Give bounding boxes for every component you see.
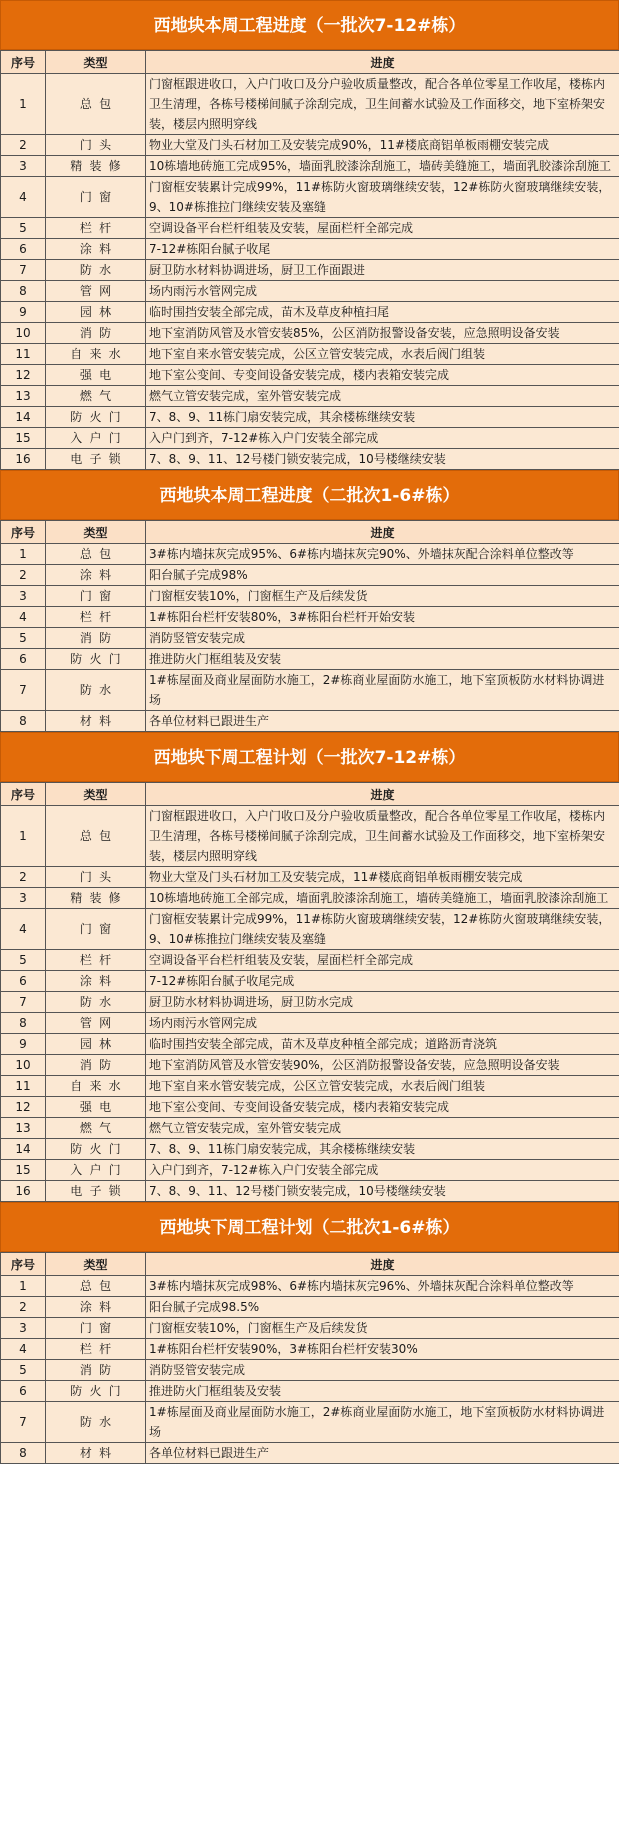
row-number: 10 [1,1055,46,1076]
row-number: 6 [1,239,46,260]
row-progress: 7-12#栋阳台腻子收尾 [146,239,619,260]
row-progress: 地下室消防风管及水管安装85%，公区消防报警设备安装，应急照明设备安装 [146,323,619,344]
row-type: 门头 [46,867,146,888]
row-type: 电子锁 [46,1181,146,1202]
header-cell-progress: 进度 [146,521,619,544]
report-section [0,470,619,732]
table-row [1,950,619,971]
row-progress: 1#栋屋面及商业屋面防水施工，2#栋商业屋面防水施工，地下室顶板防水材料协调进场 [146,670,619,711]
section-title: 西地块本周工程进度（一批次7-12#栋） [0,0,619,50]
table-header-row [1,521,619,544]
row-type: 园林 [46,302,146,323]
row-number: 3 [1,586,46,607]
row-number: 15 [1,1160,46,1181]
row-type: 涂料 [46,565,146,586]
row-type: 栏杆 [46,950,146,971]
header-cell-no: 序号 [1,51,46,74]
row-progress: 门窗框跟进收口，入户门收口及分户验收质量整改，配合各单位零星工作收尾，楼栋内卫生清理，各栋号楼梯间腻子涂刮完成，卫生间蓄水试验及工作面移交，地下室桥架安装，楼层内照明穿线 [146,806,619,867]
table-row [1,1097,619,1118]
row-progress: 门窗框跟进收口，入户门收口及分户验收质量整改，配合各单位零星工作收尾，楼栋内卫生清理，各栋号楼梯间腻子涂刮完成，卫生间蓄水试验及工作面移交，地下室桥架安装，楼层内照明穿线 [146,74,619,135]
row-type: 防火门 [46,407,146,428]
table-row [1,565,619,586]
header-cell-progress: 进度 [146,1253,619,1276]
row-progress: 推进防火门框组装及安装 [146,1381,619,1402]
table-row [1,1402,619,1443]
row-number: 3 [1,1318,46,1339]
table-row [1,1076,619,1097]
table-row [1,711,619,732]
row-type: 燃气 [46,386,146,407]
header-cell-progress: 进度 [146,783,619,806]
row-type: 燃气 [46,1118,146,1139]
table-row [1,239,619,260]
table-row [1,135,619,156]
row-progress: 阳台腻子完成98.5% [146,1297,619,1318]
row-number: 6 [1,971,46,992]
table-row [1,1381,619,1402]
row-number: 11 [1,344,46,365]
row-type: 消防 [46,323,146,344]
row-type: 涂料 [46,1297,146,1318]
row-number: 4 [1,1339,46,1360]
row-number: 1 [1,544,46,565]
table-row [1,544,619,565]
table-row [1,888,619,909]
row-number: 2 [1,135,46,156]
row-progress: 消防竖管安装完成 [146,1360,619,1381]
row-progress: 入户门到齐，7-12#栋入户门安装全部完成 [146,1160,619,1181]
row-progress: 空调设备平台栏杆组装及安装，屋面栏杆全部完成 [146,950,619,971]
row-number: 7 [1,260,46,281]
table-row [1,218,619,239]
table-row [1,365,619,386]
progress-table [0,520,619,732]
row-type: 入户门 [46,1160,146,1181]
row-progress: 入户门到齐，7-12#栋入户门安装全部完成 [146,428,619,449]
table-row [1,607,619,628]
row-type: 入户门 [46,428,146,449]
table-row [1,386,619,407]
row-number: 15 [1,428,46,449]
row-type: 管网 [46,1013,146,1034]
row-type: 栏杆 [46,218,146,239]
row-progress: 门窗框安装10%，门窗框生产及后续发货 [146,1318,619,1339]
row-type: 门头 [46,135,146,156]
row-number: 8 [1,281,46,302]
row-number: 14 [1,1139,46,1160]
row-type: 防火门 [46,1139,146,1160]
table-row [1,1276,619,1297]
table-row [1,909,619,950]
row-progress: 10栋墙地砖施工全部完成，墙面乳胶漆涂刮施工，墙砖美缝施工，墙面乳胶漆涂刮施工 [146,888,619,909]
header-cell-no: 序号 [1,783,46,806]
row-type: 涂料 [46,971,146,992]
row-number: 13 [1,386,46,407]
row-type: 门窗 [46,1318,146,1339]
row-progress: 地下室消防风管及水管安装90%，公区消防报警设备安装，应急照明设备安装 [146,1055,619,1076]
report-section [0,732,619,1202]
row-progress: 1#栋阳台栏杆安装90%，3#栋阳台栏杆安装30% [146,1339,619,1360]
row-number: 1 [1,806,46,867]
row-number: 9 [1,1034,46,1055]
header-cell-no: 序号 [1,521,46,544]
row-number: 6 [1,649,46,670]
table-row [1,156,619,177]
row-number: 6 [1,1381,46,1402]
row-progress: 7、8、9、11栋门扇安装完成，其余楼栋继续安装 [146,407,619,428]
row-number: 13 [1,1118,46,1139]
row-number: 16 [1,449,46,470]
table-row [1,586,619,607]
row-type: 防水 [46,670,146,711]
table-row [1,344,619,365]
row-number: 14 [1,407,46,428]
row-number: 16 [1,1181,46,1202]
row-progress: 3#栋内墙抹灰完成98%、6#栋内墙抹灰完96%、外墙抹灰配合涂料单位整改等 [146,1276,619,1297]
table-row [1,628,619,649]
table-row [1,428,619,449]
table-row [1,1055,619,1076]
table-header-row [1,51,619,74]
table-header-row [1,1253,619,1276]
row-progress: 门窗框安装10%，门窗框生产及后续发货 [146,586,619,607]
table-row [1,281,619,302]
row-progress: 7、8、9、11、12号楼门锁安装完成，10号楼继续安装 [146,449,619,470]
row-type: 精装修 [46,156,146,177]
row-progress: 地下室公变间、专变间设备安装完成，楼内表箱安装完成 [146,365,619,386]
row-type: 防水 [46,1402,146,1443]
row-number: 2 [1,867,46,888]
table-row [1,302,619,323]
table-row [1,670,619,711]
row-type: 材料 [46,711,146,732]
row-progress: 各单位材料已跟进生产 [146,1443,619,1464]
table-row [1,1318,619,1339]
table-row [1,407,619,428]
row-number: 5 [1,628,46,649]
row-type: 总包 [46,1276,146,1297]
section-title: 西地块下周工程计划（一批次7-12#栋） [0,732,619,782]
row-number: 1 [1,74,46,135]
table-row [1,1339,619,1360]
row-type: 园林 [46,1034,146,1055]
row-number: 8 [1,1013,46,1034]
row-type: 材料 [46,1443,146,1464]
section-title: 西地块本周工程进度（二批次1-6#栋） [0,470,619,520]
row-type: 电子锁 [46,449,146,470]
row-number: 5 [1,1360,46,1381]
row-progress: 地下室自来水管安装完成，公区立管安装完成，水表后阀门组装 [146,344,619,365]
table-row [1,177,619,218]
table-row [1,1034,619,1055]
row-type: 防火门 [46,649,146,670]
row-number: 2 [1,565,46,586]
row-progress: 场内雨污水管网完成 [146,281,619,302]
row-progress: 7-12#栋阳台腻子收尾完成 [146,971,619,992]
row-number: 4 [1,177,46,218]
row-progress: 7、8、9、11栋门扇安装完成，其余楼栋继续安装 [146,1139,619,1160]
row-progress: 门窗框安装累计完成99%，11#栋防火窗玻璃继续安装，12#栋防火窗玻璃继续安装，9、10#栋推拉门继续安装及塞缝 [146,909,619,950]
row-progress: 临时围挡安装全部完成，苗木及草皮种植全部完成；道路沥青浇筑 [146,1034,619,1055]
row-number: 8 [1,1443,46,1464]
row-type: 门窗 [46,909,146,950]
report-section [0,1202,619,1464]
row-type: 防火门 [46,1381,146,1402]
table-row [1,806,619,867]
row-type: 总包 [46,544,146,565]
header-cell-type: 类型 [46,783,146,806]
row-progress: 3#栋内墙抹灰完成95%、6#栋内墙抹灰完90%、外墙抹灰配合涂料单位整改等 [146,544,619,565]
row-number: 7 [1,670,46,711]
row-number: 3 [1,888,46,909]
row-type: 消防 [46,1055,146,1076]
row-progress: 7、8、9、11、12号楼门锁安装完成，10号楼继续安装 [146,1181,619,1202]
progress-table [0,1252,619,1464]
row-type: 门窗 [46,586,146,607]
header-cell-no: 序号 [1,1253,46,1276]
row-progress: 地下室自来水管安装完成，公区立管安装完成，水表后阀门组装 [146,1076,619,1097]
row-number: 4 [1,607,46,628]
header-cell-type: 类型 [46,51,146,74]
row-progress: 厨卫防水材料协调进场，厨卫防水完成 [146,992,619,1013]
table-row [1,323,619,344]
row-type: 栏杆 [46,1339,146,1360]
report-section [0,0,619,470]
row-number: 4 [1,909,46,950]
table-row [1,1013,619,1034]
row-progress: 场内雨污水管网完成 [146,1013,619,1034]
row-progress: 地下室公变间、专变间设备安装完成，楼内表箱安装完成 [146,1097,619,1118]
table-row [1,1297,619,1318]
row-progress: 燃气立管安装完成，室外管安装完成 [146,386,619,407]
table-row [1,1443,619,1464]
table-row [1,1118,619,1139]
row-progress: 10栋墙地砖施工完成95%，墙面乳胶漆涂刮施工，墙砖美缝施工，墙面乳胶漆涂刮施工 [146,156,619,177]
row-number: 10 [1,323,46,344]
row-number: 2 [1,1297,46,1318]
table-row [1,260,619,281]
row-type: 总包 [46,806,146,867]
row-type: 消防 [46,1360,146,1381]
header-cell-type: 类型 [46,1253,146,1276]
table-row [1,867,619,888]
table-row [1,1139,619,1160]
row-progress: 各单位材料已跟进生产 [146,711,619,732]
row-type: 自来水 [46,1076,146,1097]
table-row [1,74,619,135]
table-row [1,992,619,1013]
row-number: 9 [1,302,46,323]
row-progress: 临时围挡安装全部完成，苗木及草皮种植扫尾 [146,302,619,323]
table-row [1,971,619,992]
row-type: 防水 [46,992,146,1013]
row-progress: 厨卫防水材料协调进场，厨卫工作面跟进 [146,260,619,281]
header-cell-type: 类型 [46,521,146,544]
row-progress: 空调设备平台栏杆组装及安装，屋面栏杆全部完成 [146,218,619,239]
row-progress: 消防竖管安装完成 [146,628,619,649]
row-type: 消防 [46,628,146,649]
row-progress: 1#栋屋面及商业屋面防水施工，2#栋商业屋面防水施工，地下室顶板防水材料协调进场 [146,1402,619,1443]
row-progress: 燃气立管安装完成，室外管安装完成 [146,1118,619,1139]
progress-table [0,782,619,1202]
table-row [1,649,619,670]
table-row [1,1160,619,1181]
table-row [1,449,619,470]
row-type: 防水 [46,260,146,281]
row-number: 11 [1,1076,46,1097]
row-progress: 阳台腻子完成98% [146,565,619,586]
row-type: 总包 [46,74,146,135]
row-number: 7 [1,992,46,1013]
row-number: 12 [1,1097,46,1118]
row-number: 5 [1,950,46,971]
row-type: 门窗 [46,177,146,218]
row-progress: 物业大堂及门头石材加工及安装完成90%，11#楼底商铝单板雨棚安装完成 [146,135,619,156]
row-type: 涂料 [46,239,146,260]
row-number: 5 [1,218,46,239]
row-type: 管网 [46,281,146,302]
row-type: 强电 [46,365,146,386]
progress-table [0,50,619,470]
row-number: 8 [1,711,46,732]
section-title: 西地块下周工程计划（二批次1-6#栋） [0,1202,619,1252]
row-number: 7 [1,1402,46,1443]
row-progress: 物业大堂及门头石材加工及安装完成，11#楼底商铝单板雨棚安装完成 [146,867,619,888]
row-progress: 门窗框安装累计完成99%，11#栋防火窗玻璃继续安装，12#栋防火窗玻璃继续安装，9、10#栋推拉门继续安装及塞缝 [146,177,619,218]
table-row [1,1360,619,1381]
table-header-row [1,783,619,806]
row-number: 1 [1,1276,46,1297]
row-number: 3 [1,156,46,177]
row-type: 精装修 [46,888,146,909]
row-type: 强电 [46,1097,146,1118]
header-cell-progress: 进度 [146,51,619,74]
table-row [1,1181,619,1202]
row-number: 12 [1,365,46,386]
row-type: 自来水 [46,344,146,365]
row-progress: 推进防火门框组装及安装 [146,649,619,670]
row-progress: 1#栋阳台栏杆安装80%，3#栋阳台栏杆开始安装 [146,607,619,628]
row-type: 栏杆 [46,607,146,628]
